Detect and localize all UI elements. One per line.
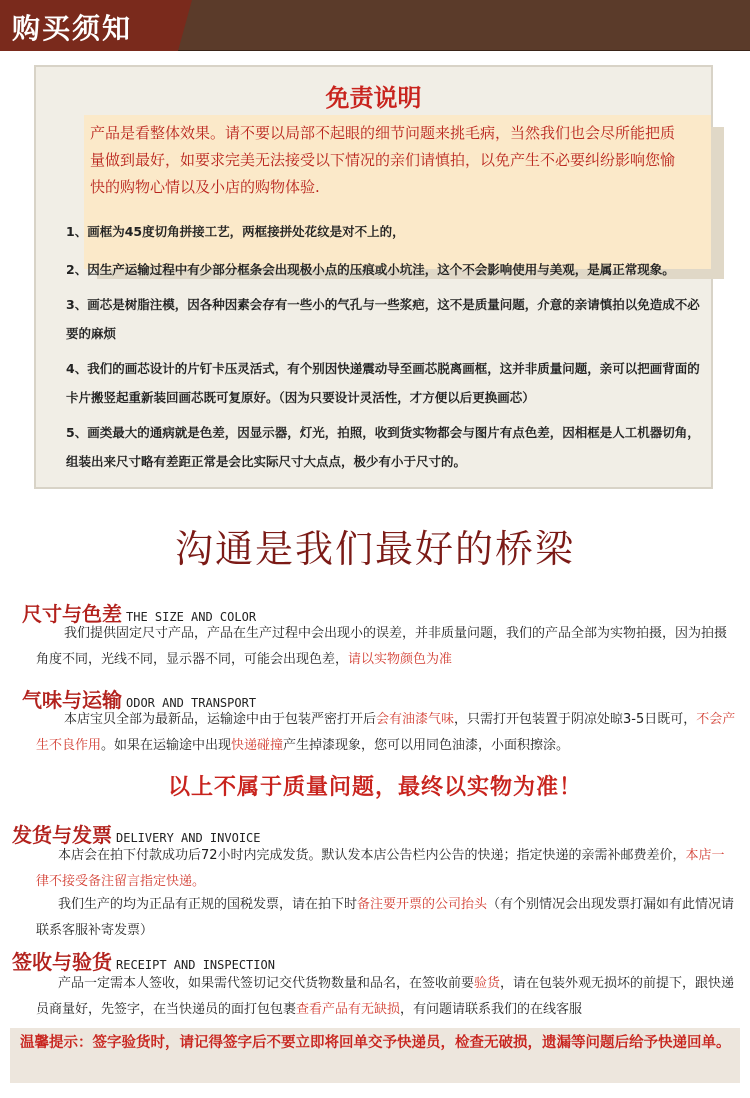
- delivery-title-zh: 发货与发票: [12, 823, 112, 847]
- size-color-title-zh: 尺寸与色差: [22, 602, 122, 626]
- list-item: 5、画类最大的通病就是色差，因显示器，灯光，拍照，收到货实物都会与图片有点色差，因相框是人工机器切角，组装出来尺寸略有差距正常是会比实际尺寸大点点，极少有小于尺寸的。: [66, 425, 700, 469]
- header-bar: [0, 0, 750, 51]
- disclaimer-panel: [34, 65, 713, 489]
- receipt-title-zh: 签收与验货: [12, 950, 112, 974]
- list-item: 3、画芯是树脂注模，因各种因素会存有一些小的气孔与一些浆疤，这不是质量问题，介意的亲请慎拍以免造成不必要的麻烦: [66, 297, 700, 341]
- receipt-text-2: ，请在包装外观无损坏的前提下，跟快递员商量好，先签字，在当快递员的面打包包裹: [36, 976, 735, 1017]
- receipt-text-red-1: 验货: [474, 976, 501, 991]
- size-color-text: [36, 621, 736, 673]
- disclaimer-notice-text: 产品是看整体效果。请不要以局部不起眼的细节问题来挑毛病，当然我们也会尽所能把质量做到最好，如要求完美无法接受以下情况的亲们请慎拍，以免产生不必要纠纷影响您愉快的购物心情以及小店的购物体验.: [90, 124, 676, 196]
- odor-text-red-2: 不会产生不良作用: [36, 712, 736, 753]
- delivery-text-red-1: 本店一律不接受备注留言指定快递。: [36, 848, 725, 889]
- odor-text-4: 产生掉漆现象，您可以用同色油漆，小面积擦涂。: [283, 738, 570, 753]
- page-title: 购买须知: [12, 12, 133, 45]
- receipt-title-en: RECEIPT AND INSPECTION: [116, 958, 275, 972]
- receipt-text: [36, 971, 736, 1023]
- delivery-text-2: 我们生产的均为正品有正规的国税发票，请在拍下时: [58, 897, 358, 912]
- list-item: 4、我们的画芯设计的片钉卡压灵活式，有个别因快递震动导至画芯脱离画框，这并非质量问题，亲可以把画背面的卡片搬竖起重新装回画芯既可复原好。（因为只要设计灵活性，才方便以后更换画芯）: [66, 361, 700, 405]
- odor-text-2: ，只需打开包装置于阴凉处晾3-5日既可，: [454, 712, 697, 727]
- warm-tip-text: 温馨提示：签字验货时，请记得签字后不要立即将回单交予快递员，检查无破损，遗漏等问题后给予快递回单。: [20, 1035, 731, 1051]
- list-item: 2、因生产运输过程中有少部分框条会出现极小点的压痕或小坑洼，这个不会影响使用与美观，是属正常现象。: [66, 262, 675, 277]
- list-item: 1、画框为45度切角拼接工艺，两框接拼处花纹是对不上的，: [66, 224, 405, 239]
- delivery-text-a: [36, 843, 736, 895]
- quality-note: 以上不属于质量问题，最终以实物为准！: [167, 775, 582, 800]
- odor-text-red-3: 快递碰撞: [231, 738, 284, 753]
- delivery-text-red-2: 备注要开票的公司抬头: [357, 897, 488, 912]
- odor-text-1: 本店宝贝全部为最新品，运输途中由于包装严密打开后: [64, 712, 377, 727]
- header-tab: [0, 0, 178, 51]
- delivery-text-b: [36, 892, 736, 944]
- size-color-text-red: 请以实物颜色为准: [348, 652, 453, 667]
- disclaimer-list: [66, 217, 706, 482]
- warm-tip-box: [10, 1028, 740, 1083]
- size-color-text-1: 我们提供固定尺寸产品，产品在生产过程中会出现小的误差，并非质量问题，我们的产品全部为实物拍摄，因为拍摄角度不同，光线不同，显示器不同，可能会出现色差，: [36, 626, 728, 667]
- size-color-title-en: THE SIZE AND COLOR: [126, 610, 257, 624]
- slogan-heading: 沟通是我们最好的桥梁: [174, 527, 575, 571]
- delivery-text-1: 本店会在拍下付款成功后72小时内完成发货。默认发本店公告栏内公告的快递；指定快递的亲需补邮费差价，: [58, 848, 686, 863]
- odor-title-zh: 气味与运输: [22, 688, 122, 712]
- odor-text: [36, 707, 736, 759]
- delivery-title-en: DELIVERY AND INVOICE: [116, 831, 261, 845]
- receipt-text-3: ，有问题请联系我们的在线客服: [400, 1002, 583, 1017]
- odor-text-red-1: 会有油漆气味: [376, 712, 455, 727]
- odor-text-3: 。如果在运输途中出现: [101, 738, 232, 753]
- receipt-text-1: 产品一定需本人签收，如果需代签切记交代货物数量和品名，在签收前要: [58, 976, 475, 991]
- disclaimer-title: 免责说明: [325, 84, 422, 112]
- delivery-text-3: （有个别情况会出现发票打漏如有此情况请联系客服补寄发票）: [36, 897, 735, 938]
- odor-title-en: ODOR AND TRANSPORT: [126, 696, 257, 710]
- receipt-text-red-2: 查看产品有无缺损: [296, 1002, 401, 1017]
